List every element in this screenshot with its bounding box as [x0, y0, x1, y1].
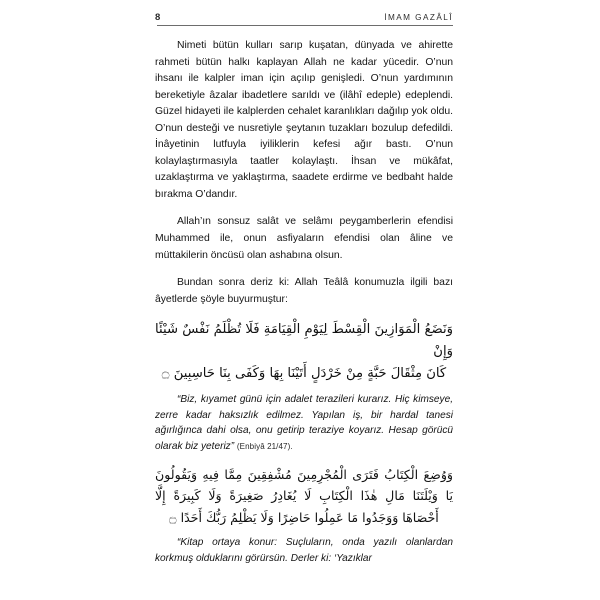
quotation-citation-1: (Enbiyâ 21/47).	[236, 441, 293, 451]
arabic-line: أَحْصَاهَا وَوَجَدُوا مَا عَمِلُوا حَاضِرًا وَلَا يَظْلِمُ رَبُّكَ أَحَدًا ۝	[169, 509, 439, 525]
body-text	[155, 38, 453, 566]
quotation-translation-1	[155, 392, 453, 454]
arabic-line: يَا وَيْلَتَنَا مَالِ هٰذَا الْكِتَابِ لَا يُغَادِرُ صَغِيرَةً وَلَا كَبِيرَةً إِلَّا	[155, 488, 453, 504]
quotation-translation-2: “Kitap ortaya konur: Suçluların, onda yazılı olanlardan korkmuş olduklarını görürsün. Derler ki: ‘Yazıklar	[155, 537, 453, 564]
translation-text: “Biz, kıyamet günü için adalet terazileri kurarız. Hiç kimseye, zerre kadar haksızlık edilmez. Yapılan iş, bir hardal tanesi ağırlığınca dahi olsa, onu getirip teraziye koyarız. Hesap görücü olarak biz yeteriz”	[155, 394, 453, 452]
quran-quotation-2	[155, 464, 453, 529]
running-title: İMAM GAZÂLÎ	[384, 13, 453, 22]
running-head-inner	[155, 13, 453, 25]
paragraph: Allah’ın sonsuz salât ve selâmı peygamberlerin efendisi Muhammed ile, onun asfiyaların efendisi olan âline ve müttakilerin öncüsü olan ashabına olsun.	[155, 216, 453, 261]
paragraph: Nimeti bütün kulları sarıp kuşatan, dünyada ve ahirette rahmeti bütün halkı kaplayan Allah ne kadar yücedir. O’nun ihsanı ile kalpler iman için açılıp genişledi. O’nun yardımının bereketiyle âzalar ibadetlere sarıldı ve (ilâhî edeple) edeplendi. Güzel hidayeti ile kalplerden cehalet karanlıkları dağılıp yok oldu. O’nun desteği ve nusretiyle şeytanın tuzakları bozulup defedildi. İnâyetinin lutfuyla iyiliklerin kefesi ağır bastı. O’nun kolaylaştırmasıyla taatler kolaylaştı. İhsan ve mükâfat, uzaklaştırma ve yaklaştırma, saadete erdirme ve bedbaht halde bırakma O’dandır.	[155, 40, 453, 200]
paragraph: Bundan sonra deriz ki: Allah Teâlâ konumuzla ilgili bazı âyetlerde şöyle buyurmuştur:	[155, 277, 453, 305]
page-number: 8	[155, 12, 161, 23]
arabic-line: كَانَ مِثْقَالَ حَبَّةٍ مِنْ خَرْدَلٍ أَتَيْنَا بِهَا وَكَفَى بِنَا حَاسِبِينَ ۝	[161, 366, 447, 382]
quran-quotation-1	[155, 319, 453, 385]
arabic-line: وَوُضِعَ الْكِتَابُ فَتَرَى الْمُجْرِمِينَ مُشْفِقِينَ مِمَّا فِيهِ وَيَقُولُونَ	[155, 466, 453, 482]
running-head	[155, 0, 453, 26]
text-column	[155, 0, 453, 575]
arabic-line: وَنَضَعُ الْمَوَازِينَ الْقِسْطَ لِيَوْمِ الْقِيَامَةِ فَلَا تُظْلَمُ نَفْسٌ شَيْئًا وَإِنْ	[155, 322, 453, 360]
header-rule	[157, 25, 453, 26]
